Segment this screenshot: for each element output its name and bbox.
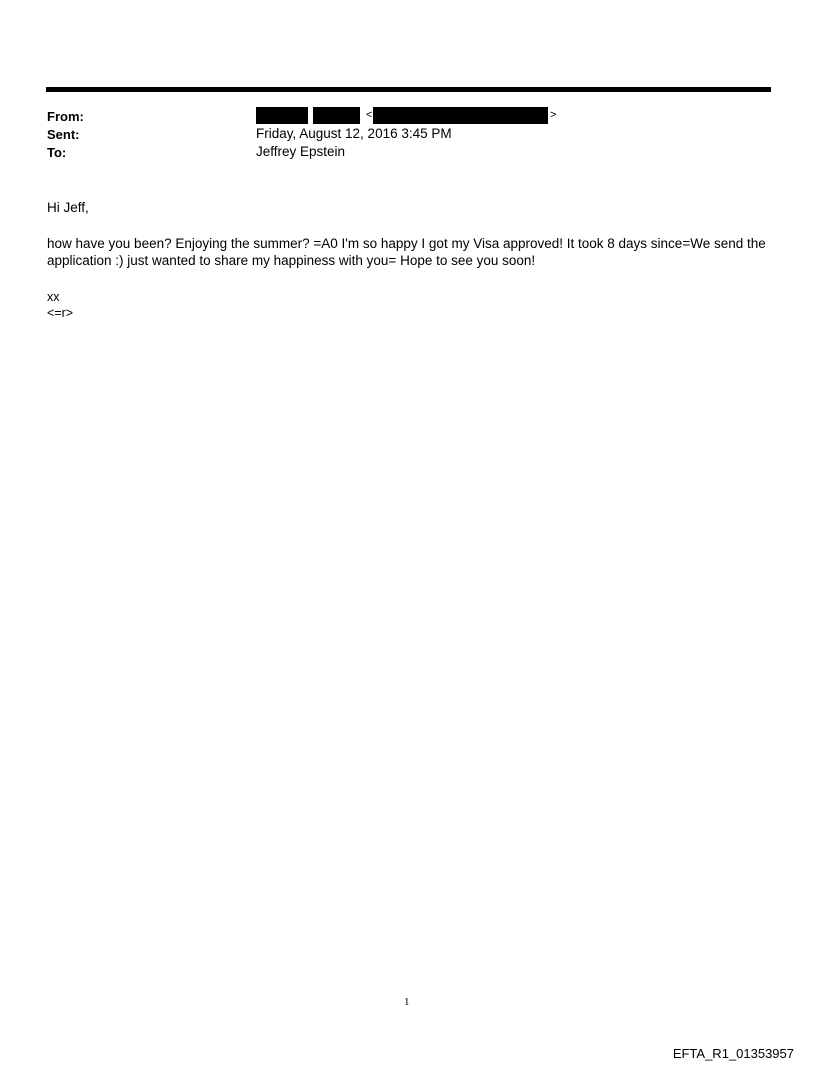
header-rule	[46, 87, 771, 92]
redaction-sender-last-name	[313, 107, 360, 124]
redaction-sender-email	[373, 107, 548, 124]
to-label: To:	[47, 145, 67, 160]
sign-off: xx	[47, 290, 60, 304]
page-number: 1	[404, 996, 410, 1008]
signature: <=r>	[47, 306, 74, 320]
bates-number: EFTA_R1_01353957	[672, 1046, 794, 1061]
sent-value: Friday, August 12, 2016 3:45 PM	[256, 126, 452, 141]
from-open-bracket: <	[366, 109, 373, 121]
body-line-1: how have you been? Enjoying the summer? =A0 I'm so happy I got my Visa approved! It took 8 days since=We send the	[47, 236, 766, 251]
from-close-bracket: >	[550, 109, 557, 121]
body-line-2: application :) just wanted to share my happiness with you= Hope to see you soon!	[47, 253, 536, 268]
sent-label: Sent:	[47, 127, 80, 142]
greeting: Hi Jeff,	[47, 200, 89, 215]
from-label: From:	[47, 109, 84, 124]
redaction-sender-first-name	[256, 107, 308, 124]
to-value: Jeffrey Epstein	[256, 144, 346, 159]
